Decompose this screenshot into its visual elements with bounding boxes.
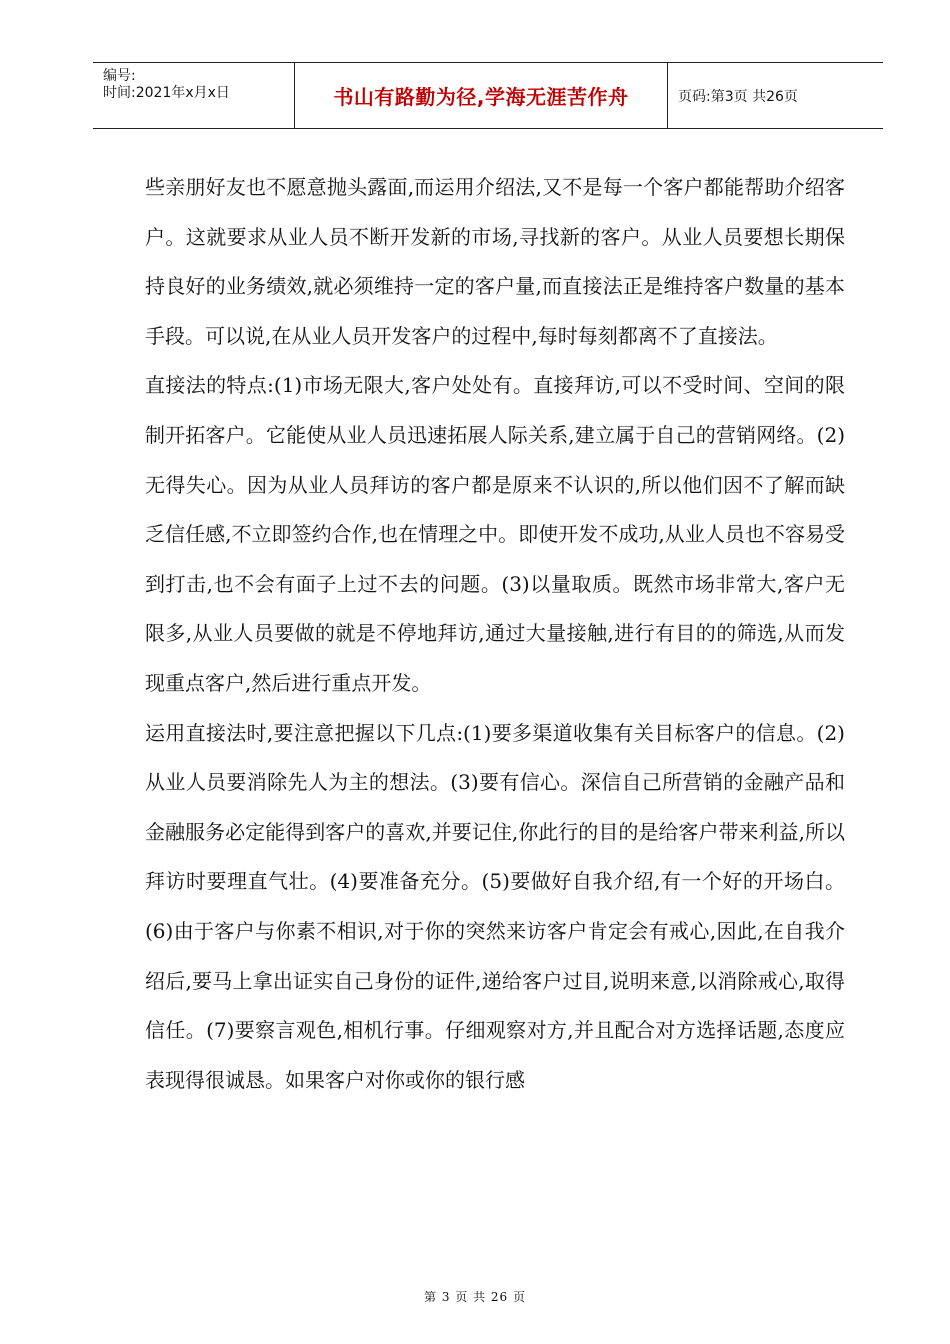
body-paragraph: 运用直接法时,要注意把握以下几点:(1)要多渠道收集有关目标客户的信息。(2)从业人员要消除先人为主的想法。(3)要有信心。深信自己所营销的金融产品和金融服务必定能得到客户的喜欢,并要记住,你此行的目的是给客户带来利益,所以拜访时要理直气壮。(4)要准备充分。(5)要做好自我介绍,有一个好的开场白。(6)由于客户与你素不相识,对于你的突然来访客户肯定会有戒心,因此,在自我介绍后,要马上拿出证实自己身份的证件,递给客户过目,说明来意,以消除戒心,取得信任。(7)要察言观色,相机行事。仔细观察对方,并且配合对方选择话题,态度应表现得很诚恳。如果客户对你或你的银行感 <box>145 720 845 1092</box>
header-motto-cell <box>295 63 668 128</box>
header-motto: 书山有路勤为径,学海无涯苦作舟 <box>333 85 629 109</box>
page-header <box>93 62 883 129</box>
document-body <box>145 163 845 1105</box>
header-page-cell <box>668 63 883 128</box>
header-page-info: 页码:第3页 共26页 <box>678 88 798 105</box>
body-paragraph: 些亲朋好友也不愿意抛头露面,而运用介绍法,又不是每一个客户都能帮助介绍客户。这就要求从业人员不断开发新的市场,寻找新的客户。从业人员要想长期保持良好的业务绩效,就必须维持一定的客户量,而直接法正是维持客户数量的基本手段。可以说,在从业人员开发客户的过程中,每时每刻都离不了直接法。 <box>145 175 845 348</box>
header-meta-cell <box>93 63 295 128</box>
document-date: 时间:2021年x月x日 <box>103 85 230 101</box>
body-paragraph: 直接法的特点:(1)市场无限大,客户处处有。直接拜访,可以不受时间、空间的限制开拓客户。它能使从业人员迅速拓展人际关系,建立属于自己的营销网络。(2)无得失心。因为从业人员拜访的客户都是原来不认识的,所以他们因不了解而缺乏信任感,不立即签约合作,也在情理之中。即使开发不成功,从业人员也不容易受到打击,也不会有面子上过不去的问题。(3)以量取质。既然市场非常大,客户无限多,从业人员要做的就是不停地拜访,通过大量接触,进行有目的的筛选,从而发现重点客户,然后进行重点开发。 <box>145 373 845 695</box>
document-code-label: 编号: <box>103 68 136 84</box>
page-footer: 第 3 页 共 26 页 <box>424 1290 526 1304</box>
